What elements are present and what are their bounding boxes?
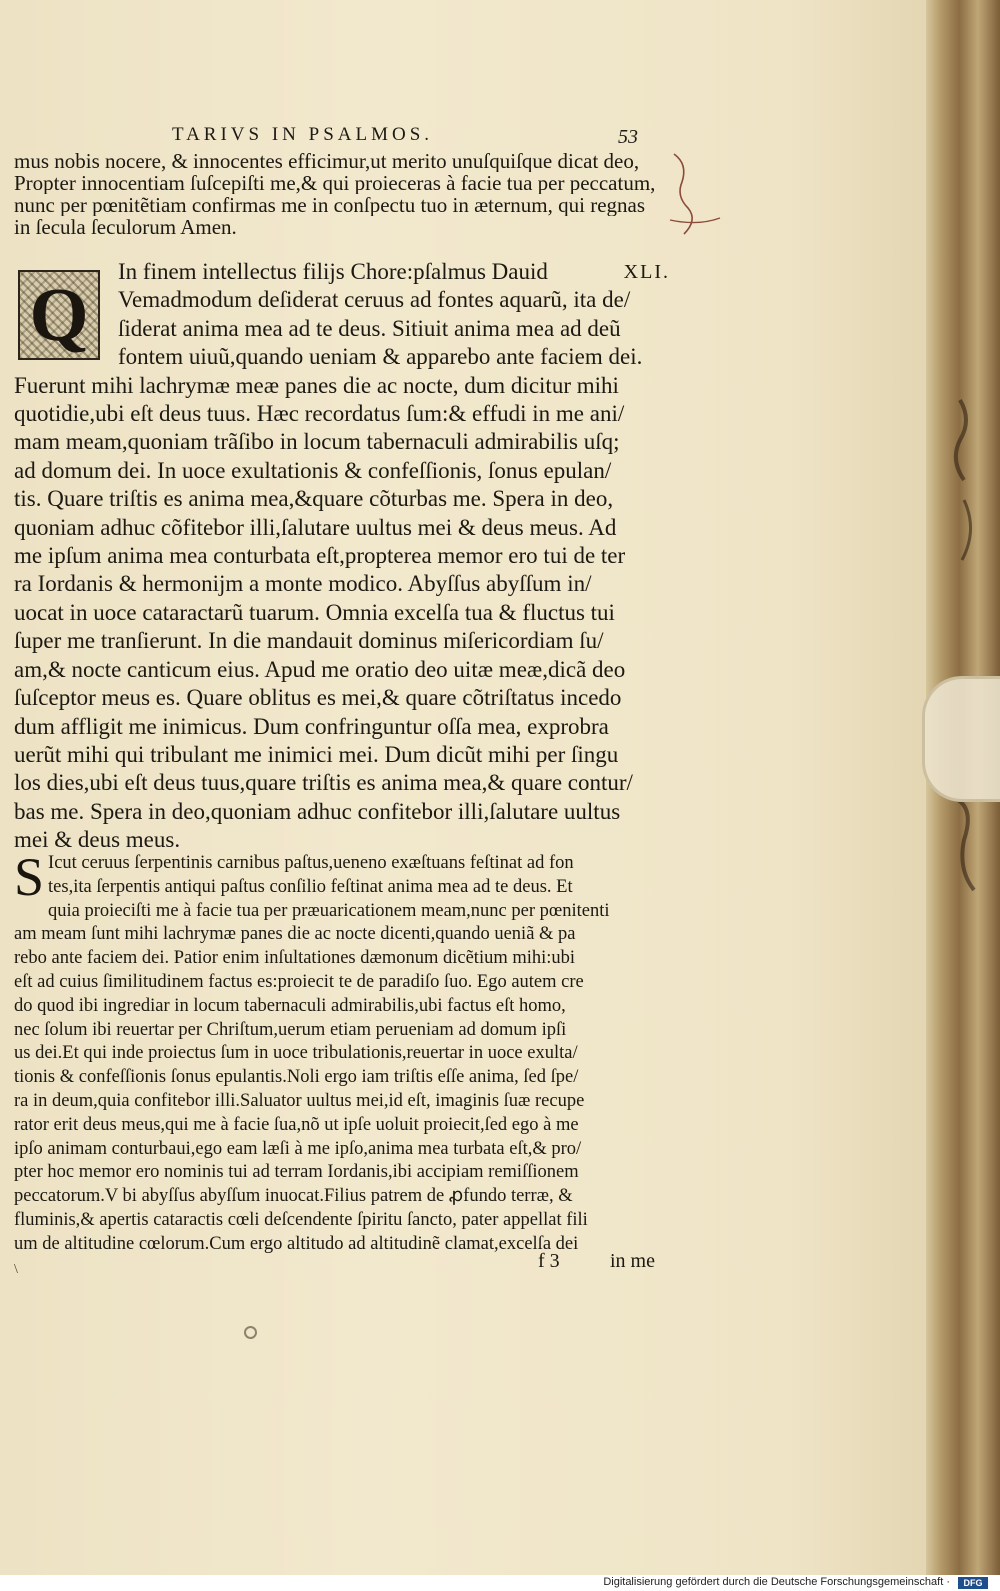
text-line: uocat in uoce cataractarũ tuarum. Omnia excelſa tua & fluctus tui [14,599,615,625]
text-line: me ipſum anima mea conturbata eſt,propterea memor ero tui de ter [14,543,626,569]
commentary-initial: S [14,847,45,907]
page-clip [922,676,1000,802]
text-line: peccatorum.V bi abyſſus abyſſum inuocat.Filius patrem de ꝓfundo terræ, & [14,1186,573,1207]
psalm-numeral: XLI. [623,261,670,283]
text-line: pter hoc memor ero nominis tui ad terram Iordanis,ibi accipiam remiſſionem [14,1162,579,1183]
text-line: nunc per pœnitẽtiam confirmas me in conſpectu tuo in æternum, qui regnas [14,194,646,216]
text-line: ipſo animam conturbaui,ego eam læſi à me ipſo,anima mea turbata eſt,& pro/ [14,1138,582,1159]
text-line: tionis & confeſſionis ſonus epulantis.Noli ergo iam triſtis eſſe anima, ſed ſpe/ [14,1067,579,1088]
text-line: ra Iordanis & hermonijm a monte modico. Abyſſus abyſſum in/ [14,571,592,597]
text-line: dum affligit me inimicus. Dum confringuntur oſſa mea, exprobra [14,713,609,739]
text-line: quoniam adhuc cõfitebor illi,ſalutare uultus mei & deus meus. Ad [14,514,617,540]
text-line: in ſecula ſeculorum Amen. [14,216,237,238]
folio-number: 53 [618,126,638,148]
text-line: ad domum dei. In uoce exultationis & confeſſionis, ſonus epulan/ [14,457,612,483]
stray-ink-mark: \ [14,1262,18,1277]
commentary-text [14,847,674,1257]
text-line: fontem uiuũ,quando ueniam & apparebo ante faciem dei. [118,344,643,370]
initial-letter: Q [29,272,89,357]
text-line: Propter innocentiam ſuſcepiſti me,& qui proieceras à facie tua per peccatum, [14,172,656,194]
text-line: tis. Quare triſtis es anima mea,&quare cõturbas me. Spera in deo, [14,486,614,512]
text-line: ſuſceptor meus es. Quare oblitus es mei,& quare cõtriſtatus incedo [14,685,622,711]
text-line: Icut ceruus ſerpentinis carnibus paſtus,ueneno exæſtuans feſtinat ad fon [48,853,574,873]
text-line: do quod ibi ingrediar in locum tabernaculi admirabilis,ubi factus eſt homo, [14,995,566,1016]
text-line: um de altitudine cœlorum.Cum ergo altitudo ad altitudinẽ clamat,excelſa dei [14,1233,579,1254]
text-line: mam meam,quoniam trãſibo in locum tabernaculi admirabilis uſq; [14,429,620,455]
text-line: uerũt mihi qui tribulant me inimici mei. Dum dicũt mihi per ſingu [14,741,619,767]
previous-commentary [14,150,674,238]
digitization-credit: Digitalisierung gefördert durch die Deutsche Forschungsgemeinschaft · [603,1576,950,1588]
psalm-text [14,258,674,855]
text-line: quotidie,ubi eſt deus tuus. Hæc recordatus ſum:& effudi in me ani/ [14,401,625,427]
text-line: tes,ita ſerpentis antiqui paſtus conſilio feſtinat anima mea ad te deus. Et [48,876,573,897]
text-line: Vemadmodum deſiderat ceruus ad fontes aquarũ, ita de/ [118,287,631,313]
text-line: am meam ſunt mihi lachrymæ panes die ac nocte dicenti,quando ueniã & pa [14,924,576,945]
text-line: rebo ante faciem dei. Patior enim inſultationes dæmonum dicẽtium mihi:ubi [14,948,576,969]
text-line: ra in deum,quia confitebor illi.Saluator uultus mei,id eſt, imaginis ſuæ recupe [14,1090,585,1111]
dfg-logo: DFG [958,1577,988,1589]
text-line: Fuerunt mihi lachrymæ meæ panes die ac nocte, dum dicitur mihi [14,372,619,398]
psalm-title: In finem intellectus filijs Chore:pſalmus Dauid [118,259,548,284]
text-line: ſiderat anima mea ad te deus. Sitiuit anima mea ad deũ [118,315,621,341]
text-line: eſt ad cuius ſimilitudinem factus es:proiecit te de paradiſo ſuo. Ego autem cre [14,971,584,992]
text-line: mei & deus meus. [14,827,181,853]
text-line: rator erit deus meus,qui me à facie ſua,nõ ut ipſe uoluit proiecit,ſed ego à me [14,1114,579,1135]
text-line: us dei.Et qui inde proiectus ſum in uoce tribulationis,reuertar in uoce exulta/ [14,1043,578,1064]
signature-mark: f 3 [538,1250,560,1272]
text-line: am,& nocte canticum eius. Apud me oratio deo uitæ meæ,dicã deo [14,656,626,682]
text-line: fluminis,& apertis cataractis cœli deſcendente ſpiritu ſancto, pater appellat fili [14,1209,588,1230]
text-line: mus nobis nocere, & innocentes efficimur,ut merito unuſquiſque dicat deo, [14,150,640,172]
text-line: ſuper me tranſierunt. In die mandauit dominus miſericordiam ſu/ [14,628,604,654]
text-line: bas me. Spera in deo,quoniam adhuc confitebor illi,ſalutare uultus [14,798,621,824]
catchword: in me [610,1250,655,1272]
paper-blemish [244,1326,257,1339]
text-line: quia proieciſti me à facie tua per præuaricationem meam,nunc per pœnitenti [48,900,610,921]
text-line: nec ſolum ibi reuertar per Chriſtum,uerum etiam perueniam ad domum ipſi [14,1019,567,1040]
running-title: TARIVS IN PSALMOS. [172,124,434,145]
text-line: los dies,ubi eſt deus tuus,quare triſtis es anima mea,& quare contur/ [14,770,633,796]
psalm-title-line [14,258,674,286]
